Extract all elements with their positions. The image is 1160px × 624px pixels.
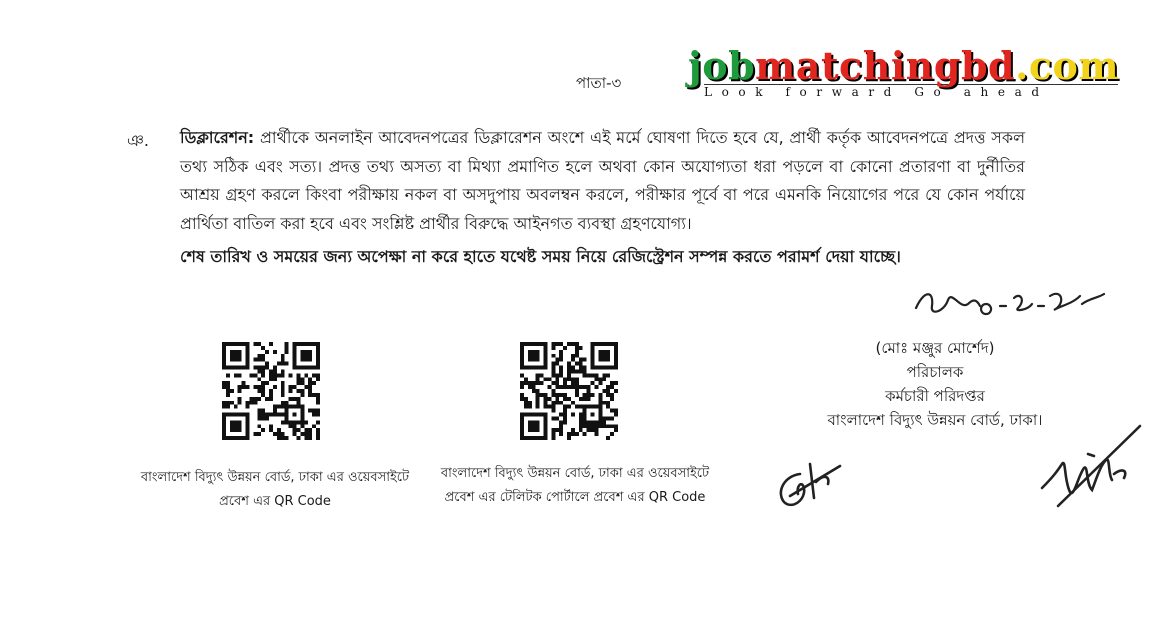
- logo-wordmark: [688, 43, 1120, 88]
- website-qr-caption-line1: বাংলাদেশ বিদ্যুৎ উন্নয়ন বোর্ড, ঢাকা এর ওয়েবসাইটে: [140, 470, 410, 485]
- teletalk-qr-caption: [425, 462, 725, 510]
- signatory-designation: পরিচালক: [906, 363, 964, 381]
- teletalk-qr-caption-line2: প্রবেশ এর টেলিটক পোর্টালে প্রবেশ এর QR Code: [444, 490, 706, 505]
- initial-signature-right: [1036, 418, 1146, 518]
- signatory-organization: বাংলাদেশ বিদ্যুৎ উন্নয়ন বোর্ড, ঢাকা।: [827, 411, 1043, 429]
- clause-marker: ঞ.: [127, 131, 149, 150]
- declaration-heading: ডিক্লারেশন:: [180, 128, 255, 147]
- website-qr-code: [222, 342, 320, 440]
- logo-part-matchingbd: matchingbd: [755, 43, 1016, 88]
- teletalk-qr-caption-line1: বাংলাদেশ বিদ্যুৎ উন্নয়ন বোর্ড, ঢাকা এর ওয়েবসাইটে: [440, 466, 710, 481]
- initial-signature-left: [770, 452, 850, 512]
- handwritten-signature: [910, 282, 1110, 322]
- declaration-body: প্রার্থীকে অনলাইন আবেদনপত্রের ডিক্লারেশন অংশে এই মর্মে ঘোষণা দিতে হবে যে, প্রার্থী কর্তৃক আবেদনপত্রে প্রদত্ত সকল তথ্য সঠিক এবং সত্য। প্রদত্ত তথ্য অসত্য বা মিথ্যা প্রমাণিত হলে অথবা কোন অযোগ্যতা ধরা পড়লে বা কোনো প্রতারণা বা দুর্নীতির আশ্রয় গ্রহণ করলে কিংবা পরীক্ষায় নকল বা অসদুপায় অবলম্বন করলে, পরীক্ষার পূর্বে বা পরে এমনকি নিয়োগের পরে যে কোন পর্যায়ে প্রার্থিতা বাতিল করা হবে এবং সংশ্লিষ্ট প্রার্থীর বিরুদ্ধে আইনগত ব্যবস্থা গ্রহণযোগ্য।: [180, 128, 1025, 233]
- page-number: পাতা-৩: [576, 74, 622, 92]
- signatory-office: কর্মচারী পরিদপ্তর: [885, 387, 985, 405]
- website-qr-caption: [125, 466, 425, 514]
- teletalk-qr-code: [520, 342, 618, 440]
- declaration-paragraph: [180, 124, 1025, 238]
- signatory-name: (মোঃ মঞ্জুর মোর্শেদ): [875, 339, 995, 357]
- website-qr-caption-line2: প্রবেশ এর QR Code: [219, 494, 331, 509]
- logo-part-com: .com: [1015, 43, 1120, 88]
- logo-tagline: Look forward Go ahead: [704, 84, 1118, 99]
- logo-part-job: job: [688, 43, 756, 88]
- watermark-logo: [688, 43, 1120, 106]
- registration-advice: শেষ তারিখ ও সময়ের জন্য অপেক্ষা না করে হাতে যথেষ্ট সময় নিয়ে রেজিস্ট্রেশন সম্পন্ন করতে পরামর্শ দেয়া যাচ্ছে।: [180, 247, 901, 266]
